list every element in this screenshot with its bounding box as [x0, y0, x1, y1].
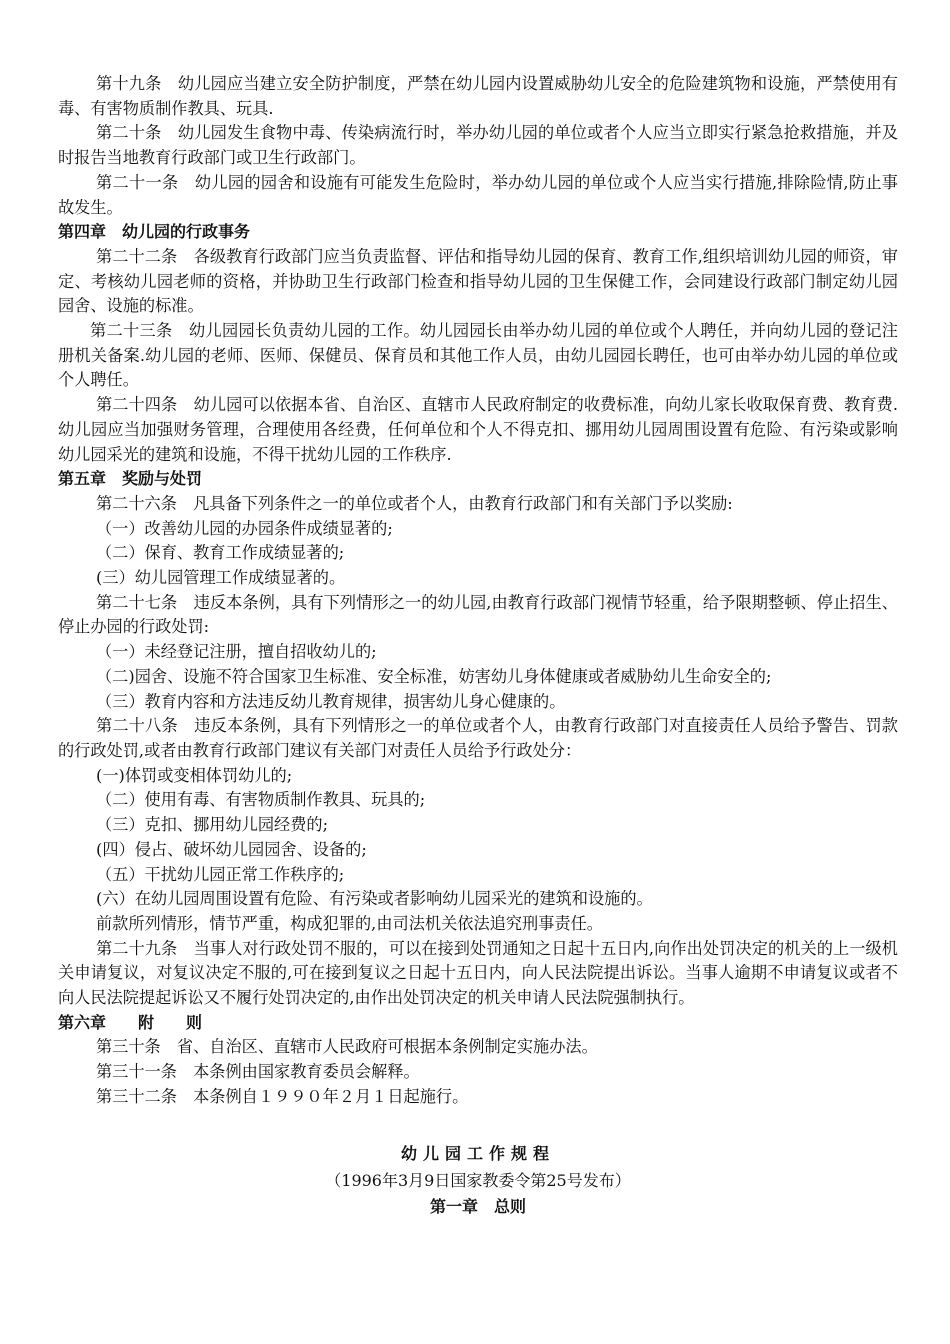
paragraph: 第三十条 省、自治区、直辖市人民政府可根据本条例制定实施办法。 — [96, 1037, 598, 1057]
list-item: (一)体罚或变相体罚幼儿的; — [96, 765, 293, 785]
paragraph: 第二十四条 幼儿园可以依据本省、自治区、直辖市人民政府制定的收费标准，向幼儿家长收取保育费、教育费.幼儿园应当加强财务管理，合理使用各经费，任何单位和个人不得克扣、挪用幼儿园周围设置有危险、有污染或影响幼儿园采光的建筑和设施，不得干扰幼儿园的工作秩序. — [58, 395, 898, 464]
list-item: （三）克扣、挪用幼儿园经费的; — [96, 815, 329, 835]
paragraph: 第三十一条 本条例由国家教育委员会解释。 — [96, 1062, 420, 1082]
document-page — [58, 72, 898, 1220]
list-item: （一）改善幼儿园的办园条件成绩显著的; — [96, 518, 393, 538]
section-gap — [58, 1110, 898, 1140]
list-item: (六）在幼儿园周围设置有危险、有污染或者影响幼儿园采光的建筑和设施的。 — [96, 889, 653, 909]
list-item: （五）干扰幼儿园正常工作秩序的; — [96, 864, 345, 884]
paragraph: 第二十三条 幼儿园园长负责幼儿园的工作。幼儿园园长由举办幼儿园的单位或个人聘任，并向幼儿园的登记注册机关备案.幼儿园的老师、医师、保健员、保育员和其他工作人员，由幼儿园园长聘任，也可由举办幼儿园的单位或个人聘任。 — [58, 321, 898, 390]
paragraph: 第三十二条 本条例自１９９０年２月１日起施行。 — [96, 1086, 469, 1106]
list-item: （二）保育、教育工作成绩显著的; — [96, 543, 345, 563]
paragraph: 第二十六条 凡具备下列条件之一的单位或者个人，由教育行政部门和有关部门予以奖励: — [96, 493, 733, 513]
paragraph: 第二十条 幼儿园发生食物中毒、传染病流行时，举办幼儿园的单位或者个人应当立即实行紧急抢救措施，并及时报告当地教育行政部门或卫生行政部门。 — [58, 123, 898, 168]
paragraph: 第二十七条 违反本条例，具有下列情形之一的幼儿园,由教育行政部门视情节轻重，给予限期整顿、停止招生、停止办园的行政处罚: — [58, 592, 898, 637]
paragraph: 第十九条 幼儿园应当建立安全防护制度，严禁在幼儿园内设置威胁幼儿安全的危险建筑物和设施，严禁使用有毒、有害物质制作教具、玩具. — [58, 74, 898, 118]
paragraph: 第二十九条 当事人对行政处罚不服的，可以在接到处罚通知之日起十五日内,向作出处罚决定的机关的上一级机关申请复议，对复议决定不服的,可在接到复议之日起十五日内，向人民法院提出诉讼。当事人逾期不申请复议或者不向人民法院提起诉讼又不履行处罚决定的,由作出处罚决定的机关申请人民法院强制执行。 — [58, 938, 898, 1008]
list-item: （二）使用有毒、有害物质制作教具、玩具的; — [96, 790, 426, 810]
document-title: 幼儿园工作规程 — [400, 1143, 555, 1163]
list-item: （一）未经登记注册，擅自招收幼儿的; — [96, 642, 377, 662]
chapter-heading: 第一章 总则 — [429, 1196, 526, 1216]
list-item: (四）侵占、破坏幼儿园园舍、设备的; — [96, 839, 367, 859]
paragraph: 前款所列情形，情节严重，构成犯罪的,由司法机关依法追究刑事责任。 — [96, 913, 603, 933]
next-document-header — [58, 1140, 898, 1220]
regulation-body — [58, 72, 898, 1110]
paragraph: 第二十八条 违反本条例，具有下列情形之一的单位或者个人，由教育行政部门对直接责任人员给予警告、罚款的行政处罚,或者由教育行政部门建议有关部门对责任人员给予行政处分： — [58, 716, 898, 760]
chapter-heading: 第五章 奖励与处罚 — [58, 469, 203, 489]
list-item: （三）教育内容和方法违反幼儿教育规律，损害幼儿身心健康的。 — [96, 691, 566, 711]
chapter-heading: 第六章 附 则 — [58, 1012, 203, 1032]
chapter-heading: 第四章 幼儿园的行政事务 — [58, 222, 251, 242]
paragraph: 第二十二条 各级教育行政部门应当负责监督、评估和指导幼儿园的保育、教育工作,组织培训幼儿园的师资，审定、考核幼儿园老师的资格，并协助卫生行政部门检查和指导幼儿园的卫生保健工作，会同建设行政部门制定幼儿园园舍、设施的标准。 — [58, 246, 898, 316]
document-subtitle: （1996年3月9日国家教委令第25号发布） — [325, 1170, 631, 1190]
paragraph: 第二十一条 幼儿园的园舍和设施有可能发生危险时，举办幼儿园的单位或个人应当实行措施,排除险情,防止事故发生。 — [58, 172, 898, 217]
list-item: (三）幼儿园管理工作成绩显著的。 — [96, 568, 346, 588]
list-item: （二)园舍、设施不符合国家卫生标准、安全标准，妨害幼儿身体健康或者威胁幼儿生命安全的; — [96, 666, 772, 686]
